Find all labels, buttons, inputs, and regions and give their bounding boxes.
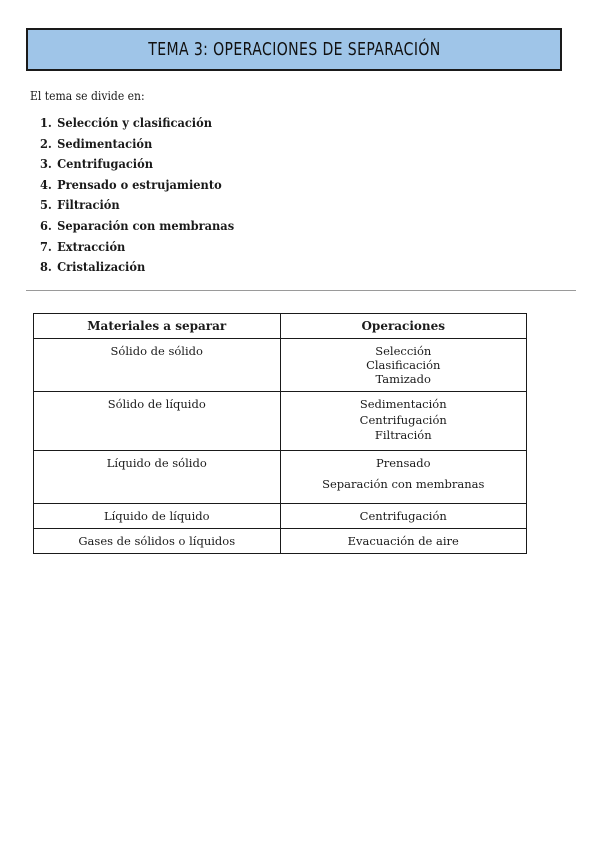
material-text: Gases de sólidos o líquidos bbox=[78, 534, 236, 548]
list-item-number: 7. bbox=[40, 239, 52, 254]
material-text: Sólido de sólido bbox=[110, 344, 203, 358]
operation-text: Sedimentación bbox=[359, 397, 447, 411]
page-title: TEMA 3: OPERACIONES DE SEPARACIÓN bbox=[147, 39, 441, 60]
list-item bbox=[40, 216, 234, 237]
material-text: Líquido de líquido bbox=[103, 509, 210, 523]
operation-text: Clasificación bbox=[366, 358, 441, 372]
separation-table bbox=[33, 313, 527, 554]
operation-text: Filtración bbox=[374, 428, 432, 442]
operation-text: Centrifugación bbox=[359, 412, 447, 427]
material-cell bbox=[34, 339, 281, 392]
table-row bbox=[34, 451, 527, 504]
operations-cell bbox=[280, 504, 527, 529]
list-item-label: Prensado o estrujamiento bbox=[57, 177, 222, 192]
intro-text: El tema se divide en: bbox=[30, 89, 145, 103]
title-banner bbox=[26, 28, 562, 71]
list-item-number: 4. bbox=[40, 177, 52, 192]
table-header-row bbox=[34, 314, 527, 339]
list-item-label: Centrifugación bbox=[57, 157, 154, 172]
table-row bbox=[34, 392, 527, 451]
list-item-number: 3. bbox=[40, 157, 52, 172]
operation-text: Tamizado bbox=[375, 372, 431, 386]
table-row bbox=[34, 504, 527, 529]
material-text: Líquido de sólido bbox=[106, 456, 207, 470]
operation-text: Centrifugación bbox=[359, 509, 447, 523]
list-item-number: 5. bbox=[40, 198, 52, 213]
operation-text: Evacuación de aire bbox=[347, 534, 459, 548]
list-item bbox=[40, 134, 234, 155]
operations-cell bbox=[280, 392, 527, 451]
operations-cell bbox=[280, 529, 527, 554]
material-cell bbox=[34, 504, 281, 529]
section-divider bbox=[26, 290, 576, 291]
column-header-operations: Operaciones bbox=[280, 314, 527, 339]
material-text: Sólido de líquido bbox=[107, 397, 206, 411]
list-item-label: Separación con membranas bbox=[57, 218, 235, 233]
list-item-number: 6. bbox=[40, 218, 52, 233]
list-item bbox=[40, 237, 234, 258]
material-cell bbox=[34, 529, 281, 554]
list-item-number: 8. bbox=[40, 260, 52, 275]
list-item-number: 1. bbox=[40, 116, 52, 130]
list-item-label: Selección y clasificación bbox=[57, 116, 213, 130]
column-header-materials: Materiales a separar bbox=[34, 314, 281, 339]
table-row bbox=[34, 529, 527, 554]
operation-text: Separación con membranas bbox=[322, 477, 485, 491]
table-row bbox=[34, 339, 527, 392]
operations-cell bbox=[280, 339, 527, 392]
list-item bbox=[40, 113, 234, 134]
list-item bbox=[40, 257, 234, 278]
list-item-label: Filtración bbox=[57, 198, 120, 213]
list-item-label: Sedimentación bbox=[57, 136, 153, 151]
list-item bbox=[40, 175, 234, 196]
list-item-number: 2. bbox=[40, 136, 52, 151]
operation-text: Selección bbox=[375, 344, 432, 358]
operation-text: Prensado bbox=[376, 456, 431, 470]
material-cell bbox=[34, 451, 281, 504]
list-item bbox=[40, 154, 234, 175]
topic-list bbox=[40, 113, 244, 278]
list-item bbox=[40, 195, 234, 216]
operations-cell bbox=[280, 451, 527, 504]
material-cell bbox=[34, 392, 281, 451]
list-item-label: Cristalización bbox=[57, 260, 146, 275]
list-item-label: Extracción bbox=[57, 239, 126, 254]
